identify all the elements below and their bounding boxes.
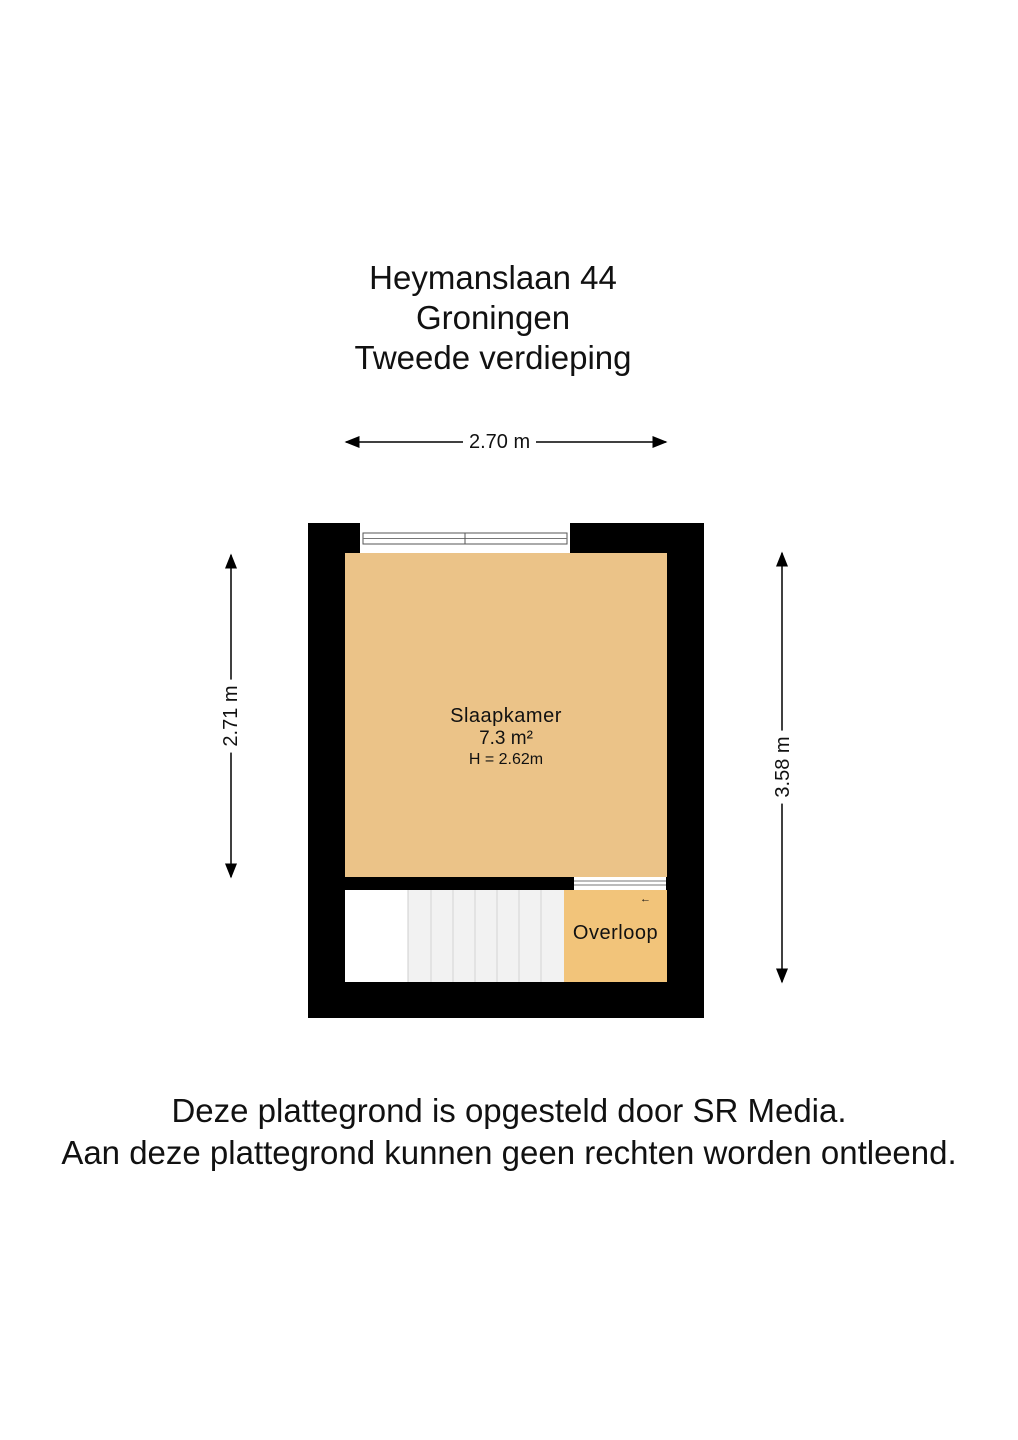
landing-name: Overloop bbox=[572, 922, 659, 944]
address-title: Heymanslaan 44 bbox=[369, 259, 617, 296]
total-height-dimension-label: 3.58 m bbox=[771, 730, 795, 803]
width-dimension-label: 2.70 m bbox=[463, 430, 536, 454]
bedroom-height: H = 2.62m bbox=[468, 751, 544, 768]
bedroom-area: 7.3 m² bbox=[479, 728, 533, 749]
room-height-dimension-label: 2.71 m bbox=[219, 679, 243, 752]
landing-label bbox=[564, 920, 667, 946]
stairwell-void bbox=[345, 890, 408, 982]
window-top bbox=[360, 523, 570, 553]
landing-arrow: ← bbox=[640, 893, 651, 905]
staircase bbox=[408, 890, 564, 982]
disclaimer-line-1: Deze plattegrond is opgesteld door SR Media. bbox=[171, 1092, 847, 1129]
disclaimer-line-2: Aan deze plattegrond kunnen geen rechten worden ontleend. bbox=[61, 1134, 957, 1171]
floor-title: Tweede verdieping bbox=[354, 339, 632, 376]
city-title: Groningen bbox=[415, 299, 571, 336]
bedroom-name: Slaapkamer bbox=[450, 705, 562, 727]
door-opening bbox=[574, 877, 666, 890]
disclaimer bbox=[0, 1090, 1018, 1174]
bedroom-label bbox=[406, 704, 606, 770]
